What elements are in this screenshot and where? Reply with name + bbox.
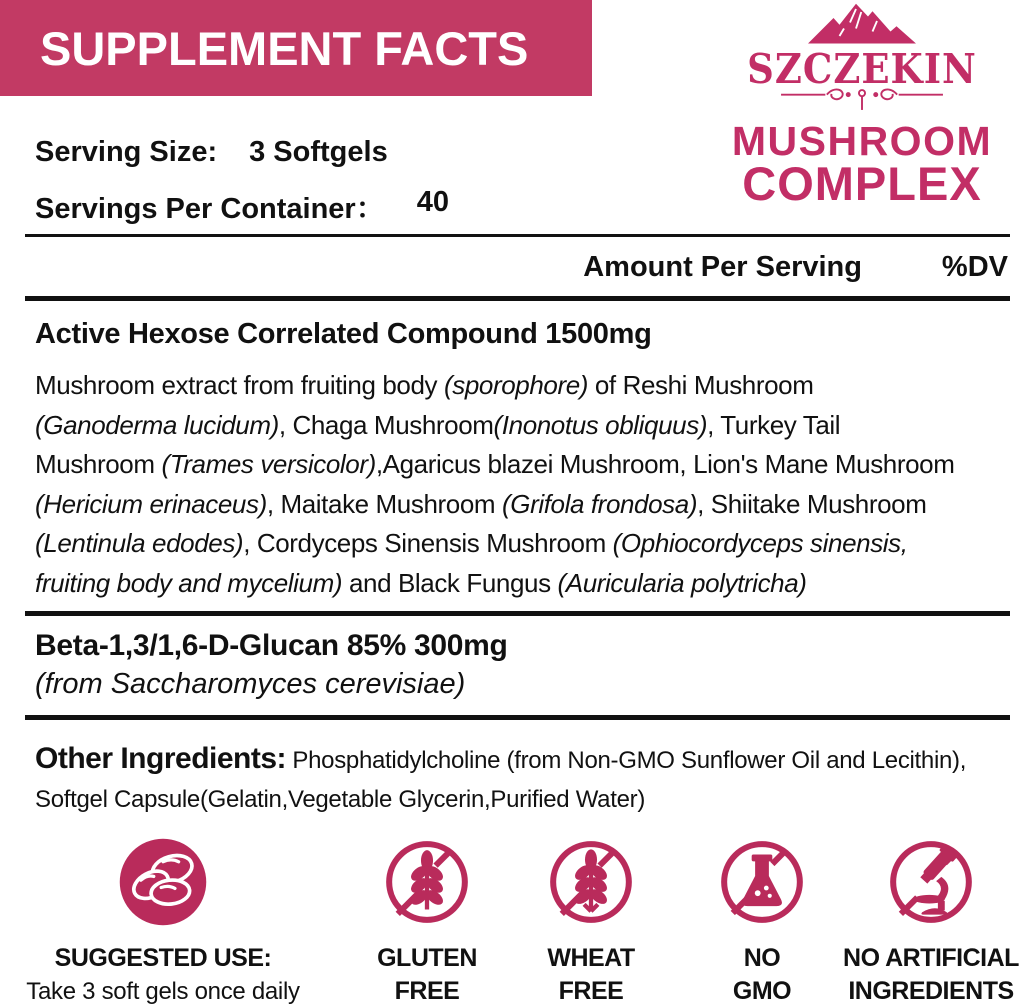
- text-line: Other Ingredients: Phosphatidylcholine (from Non-GMO Sunflower Oil and Lecithin),: [35, 742, 967, 775]
- beta-glucan-source: (from Saccharomyces cerevisiae): [35, 668, 466, 700]
- badge-no-artificial-ingredients: [833, 836, 1024, 1007]
- badge-no-gmo: [687, 836, 837, 1007]
- text-line: Mushroom extract from fruiting body (sporophore) of Reshi Mushroom: [35, 370, 814, 400]
- beta-glucan-title: Beta-1,3/1,6-D-Glucan 85% 300mg: [35, 629, 508, 662]
- brand-name: SZCZEKIN: [747, 43, 977, 94]
- divider-thick: [25, 715, 1010, 720]
- no-artificial-ingredients-icon: [888, 839, 974, 925]
- badge-label-line: FREE: [558, 977, 624, 1005]
- divider-thick: [25, 611, 1010, 616]
- text-line: fruiting body and mycelium) and Black Fungus (Auricularia polytricha): [35, 567, 807, 598]
- servings-per-container-value: 40: [416, 186, 449, 218]
- active-compound-description: [35, 366, 955, 603]
- badge-wheat-free: [516, 836, 666, 1007]
- other-ingredients: [35, 739, 966, 819]
- active-compound-title: Active Hexose Correlated Compound 1500mg: [35, 318, 652, 350]
- text-line: Mushroom (Trames versicolor),Agaricus blazei Mushroom, Lion's Mane Mushroom: [35, 449, 955, 479]
- badge-label-line: NO: [743, 944, 781, 972]
- text-line: (Lentinula edodes), Cordyceps Sinensis Mushroom (Ophiocordyceps sinensis,: [35, 528, 908, 558]
- text-line: Softgel Capsule(Gelatin,Vegetable Glycerin,Purified Water): [35, 786, 646, 813]
- badge-label-line: WHEAT: [547, 944, 635, 972]
- gluten-free-icon: [384, 839, 470, 925]
- badge-label-line: GMO: [732, 977, 792, 1005]
- badge-label-line: NO ARTIFICIAL: [843, 944, 1019, 972]
- amount-per-serving-header: Amount Per Serving: [583, 251, 862, 283]
- divider-thin: [25, 234, 1010, 237]
- divider-thick: [25, 296, 1010, 301]
- servings-per-container-label: Servings Per Container：: [35, 193, 385, 225]
- product-name-line2: COMPLEX: [742, 157, 982, 210]
- brand-logo: [730, 0, 994, 210]
- badge-suggested-use: [17, 836, 309, 1007]
- text-line: (Ganoderma lucidum), Chaga Mushroom(Inonotus obliquus), Turkey Tail: [35, 409, 841, 440]
- serving-size-row: [35, 136, 388, 169]
- percent-dv-header: %DV: [941, 251, 1008, 283]
- page-title: SUPPLEMENT FACTS: [40, 21, 529, 75]
- servings-per-container-row: [35, 186, 449, 227]
- badge-label-line: GLUTEN: [377, 944, 477, 972]
- product-name-line1: MUSHROOM: [731, 118, 993, 164]
- badge-gluten-free: [352, 836, 502, 1007]
- supplement-facts-banner: [0, 0, 592, 96]
- serving-size-label: Serving Size:: [35, 136, 218, 168]
- serving-size-value: 3 Softgels: [249, 136, 388, 168]
- text-line: (Hericium erinaceus), Maitake Mushroom (Grifola frondosa), Shiitake Mushroom: [35, 488, 927, 519]
- badge-label-line: FREE: [394, 977, 460, 1005]
- badge-label-line: Take 3 soft gels once daily: [26, 978, 300, 1005]
- wheat-free-icon: [548, 839, 634, 925]
- softgels-icon: [117, 836, 209, 928]
- mountain-icon: [802, 0, 922, 45]
- badge-label-line: SUGGESTED USE:: [54, 944, 272, 972]
- no-gmo-icon: [719, 839, 805, 925]
- badge-label-line: INGREDIENTS: [848, 977, 1014, 1005]
